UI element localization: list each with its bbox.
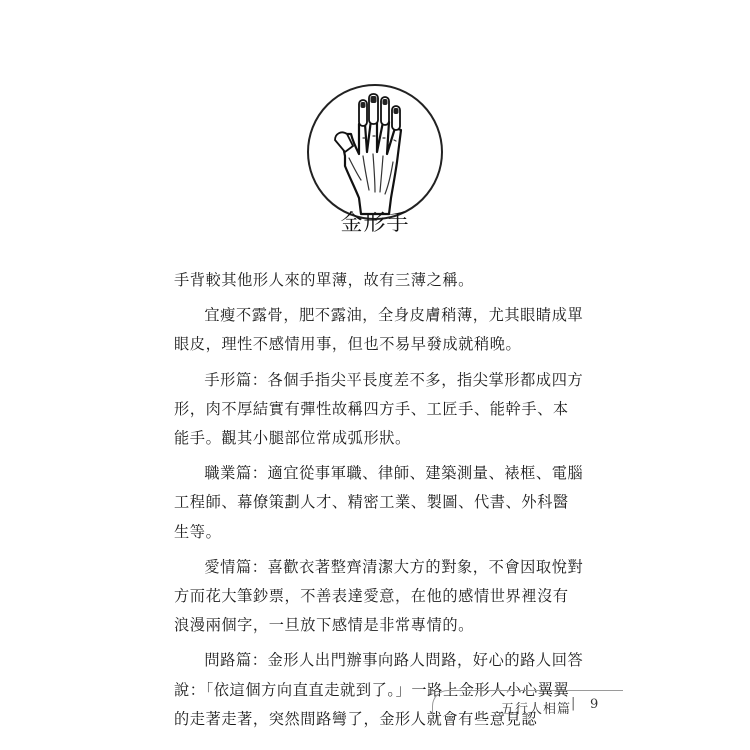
paragraph-love: 愛情篇：喜歡衣著整齊清潔大方的對象，不會因取悅對方而花大筆鈔票，不善表達愛意，在他的感情世界裡沒有浪漫兩個字，一旦放下感情是非常專情的。: [174, 557, 584, 635]
figure-caption: 金形手: [340, 211, 410, 236]
paragraph-asking-directions: 問路篇：金形人出門辦事向路人問路，好心的路人回答說：「依這個方向直直走就到了。」一路上金形人小心翼翼的走著走著，突然間路彎了，金形人就會有些意見認: [174, 651, 584, 728]
paragraph-appearance: 宜瘦不露骨，肥不露油，全身皮膚稍薄，尤其眼睛成單眼皮，理性不感情用事，但也不易早發成就稍晚。: [174, 306, 584, 354]
paragraph-career: 職業篇：適宜從事軍職、律師、建築測量、裱框、電腦工程師、幕僚策劃人才、精密工業、製圖、代書、外科醫生等。: [174, 464, 584, 541]
paragraph-hand-shape: 手形篇：各個手指尖平長度差不多，指尖掌形都成四方形，肉不厚結實有彈性故稱四方手、工匠手、能幹手、本能手。觀其小腿部位常成弧形狀。: [174, 370, 584, 448]
footer-separator: |: [571, 696, 576, 711]
page-number: 9: [590, 697, 599, 712]
footer-section-title: 五行人相篇: [501, 702, 572, 717]
body-text: [174, 266, 584, 740]
paragraph-intro: 手背較其他形人來的單薄，故有三薄之稱。: [174, 271, 474, 289]
page-footer: [432, 690, 623, 717]
